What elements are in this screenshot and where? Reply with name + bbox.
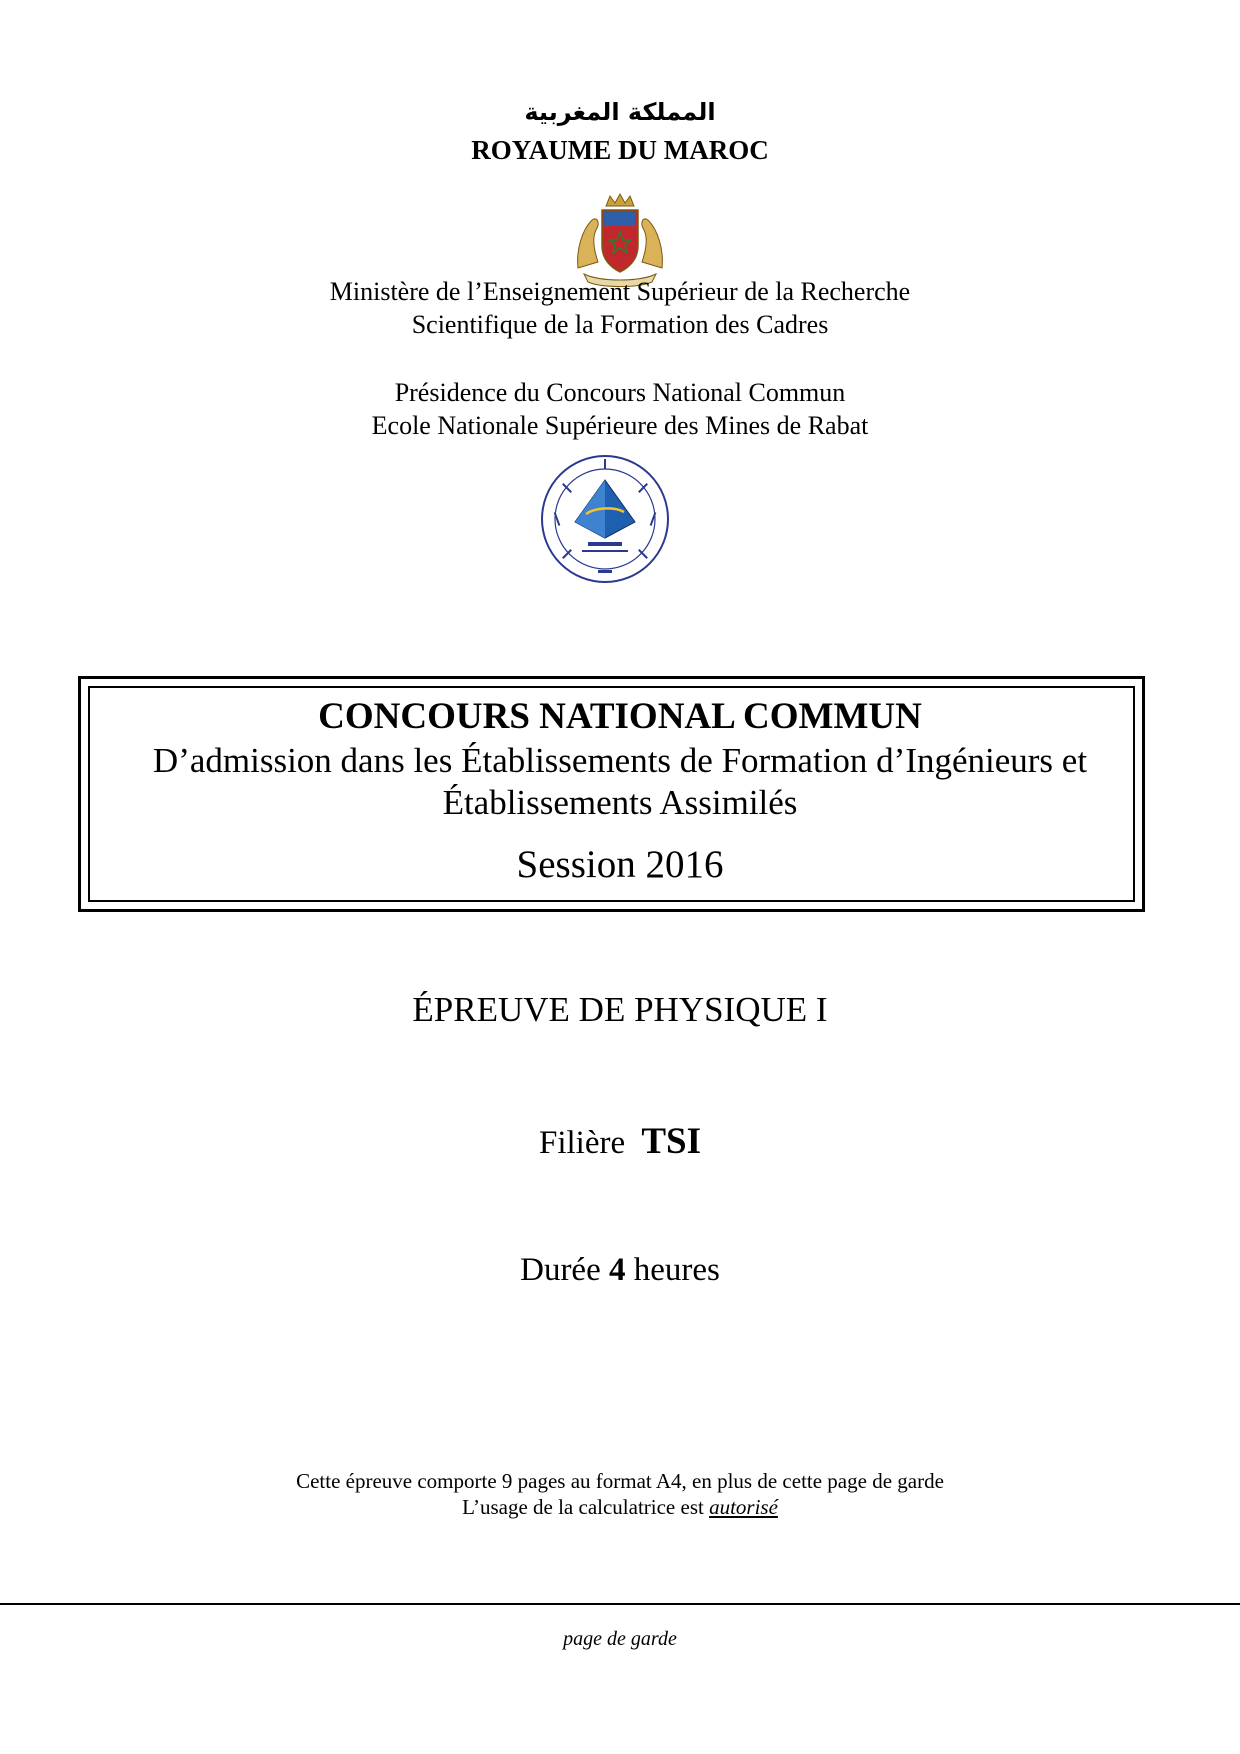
notes-line-2-emphasis: autorisé <box>709 1495 778 1519</box>
duree-unit: heures <box>633 1252 720 1288</box>
ensmr-seal-icon <box>538 452 672 586</box>
notes-line-2 <box>0 1494 1240 1520</box>
contest-subtitle <box>0 740 1240 824</box>
contest-subtitle-line-2: Établissements Assimilés <box>442 783 798 822</box>
contest-title: CONCOURS NATIONAL COMMUN <box>318 696 922 737</box>
footer-divider <box>0 1603 1240 1605</box>
presidence-line-1: Présidence du Concours National Commun <box>394 378 846 407</box>
filiere-value: TSI <box>641 1121 702 1162</box>
exam-notes <box>0 1468 1240 1520</box>
ministry-block <box>0 275 1240 341</box>
duree-label: Durée <box>520 1252 601 1288</box>
notes-line-2-prefix: L’usage de la calculatrice est <box>462 1495 704 1519</box>
ministry-line-2: Scientifique de la Formation des Cadres <box>411 310 829 339</box>
contest-subtitle-line-1: D’admission dans les Établissements de Formation d’Ingénieurs et <box>152 741 1088 780</box>
session-label: Session 2016 <box>516 843 724 886</box>
filiere-label: Filière <box>538 1125 626 1161</box>
presidence-block <box>0 376 1240 442</box>
presidence-line-2: Ecole Nationale Supérieure des Mines de Rabat <box>371 411 869 440</box>
exam-title: ÉPREUVE DE PHYSIQUE I <box>412 990 828 1029</box>
ministry-line-1: Ministère de l’Enseignement Supérieur de la Recherche <box>329 277 911 306</box>
footer-label: page de garde <box>563 1628 677 1650</box>
filiere-line <box>0 1120 1240 1163</box>
arabic-country-name: المملكة المغربية <box>524 98 716 126</box>
country-name: ROYAUME DU MAROC <box>471 135 769 165</box>
notes-line-1: Cette épreuve comporte 9 pages au format A4, en plus de cette page de garde <box>296 1469 944 1493</box>
duree-value: 4 <box>608 1252 626 1288</box>
duree-line <box>0 1252 1240 1289</box>
